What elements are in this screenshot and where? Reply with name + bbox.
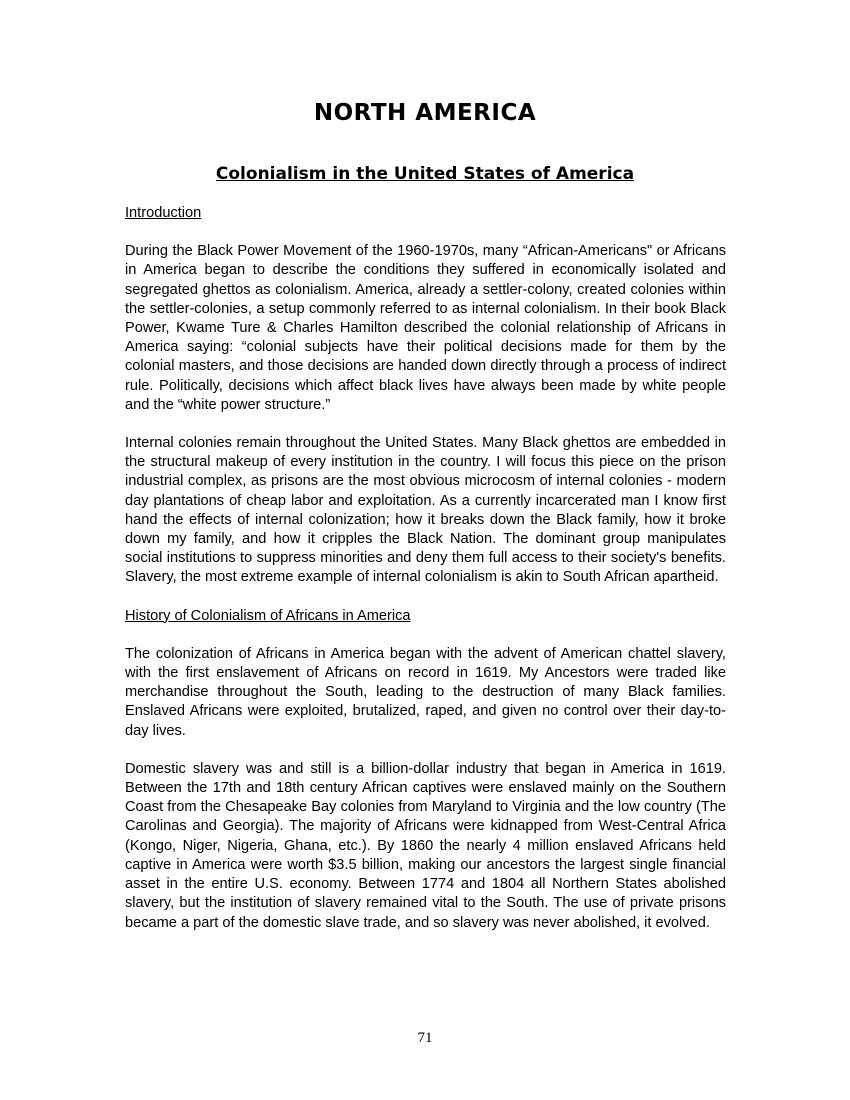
section-heading: History of Colonialism of Africans in America	[125, 607, 411, 624]
paragraph: Internal colonies remain throughout the United States. Many Black ghettos are embedded in the structural makeup of every institution in the country. I will focus this piece on the prison industrial complex, as prisons are the most obvious microcosm of internal colonies - modern day plantations of cheap labor and exploitation. As a currently incarcerated man I know first hand the effects of internal colonization; how it breaks down the Black family, how it broke down my family, and how it cripples the Black Nation. The dominant group manipulates social institutions to suppress minorities and deny them full access to their society's benefits. Slavery, the most extreme example of internal colonialism is akin to South African apartheid.	[125, 435, 726, 586]
paragraph: During the Black Power Movement of the 1960-1970s, many “African-Americans" or Africans in America began to describe the conditions they suffered in economically isolated and segregated ghettos as colonialism. America, already a settler-colony, created colonies within the settler-colonies, a setup commonly referred to as internal colonialism. In their book Black Power, Kwame Ture & Charles Hamilton described the colonial relationship of Africans in America saying: “colonial subjects have their political decisions made for them by the colonial masters, and those decisions are handed down directly through a process of indirect rule. Politically, decisions which affect black lives have always been made by white people and the “white power structure.”	[125, 243, 726, 413]
section-heading: Introduction	[125, 205, 202, 221]
page-number: 71	[417, 1030, 433, 1046]
body-content	[125, 204, 726, 952]
page-subtitle: Colonialism in the United States of America	[215, 164, 635, 184]
page-title: NORTH AMERICA	[313, 100, 537, 126]
section-introduction	[125, 204, 726, 588]
paragraph: Domestic slavery was and still is a billion-dollar industry that began in America in 1619. Between the 17th and 18th century African captives were enslaved mainly on the Southern Coast from the Chesapeake Bay colonies from Maryland to Virginia and the low country (The Carolinas and Georgia). The majority of Africans were kidnapped from West-Central Africa (Kongo, Niger, Nigeria, Ghana, etc.). By 1860 the nearly 4 million enslaved Africans held captive in America were worth $3.5 billion, making our ancestors the largest single financial asset in the entire U.S. economy. Between 1774 and 1804 all Northern States abolished slavery, but the institution of slavery remained vital to the South. The use of private prisons became a part of the domestic slave trade, and so slavery was never abolished, it evolved.	[125, 760, 726, 931]
paragraph: The colonization of Africans in America began with the advent of American chattel slavery, with the first enslavement of Africans on record in 1619. My Ancestors were traded like merchandise throughout the South, leading to the destruction of many Black families. Enslaved Africans were exploited, brutalized, raped, and given no control over their day-to-day lives.	[125, 645, 726, 739]
section-history	[125, 607, 726, 933]
